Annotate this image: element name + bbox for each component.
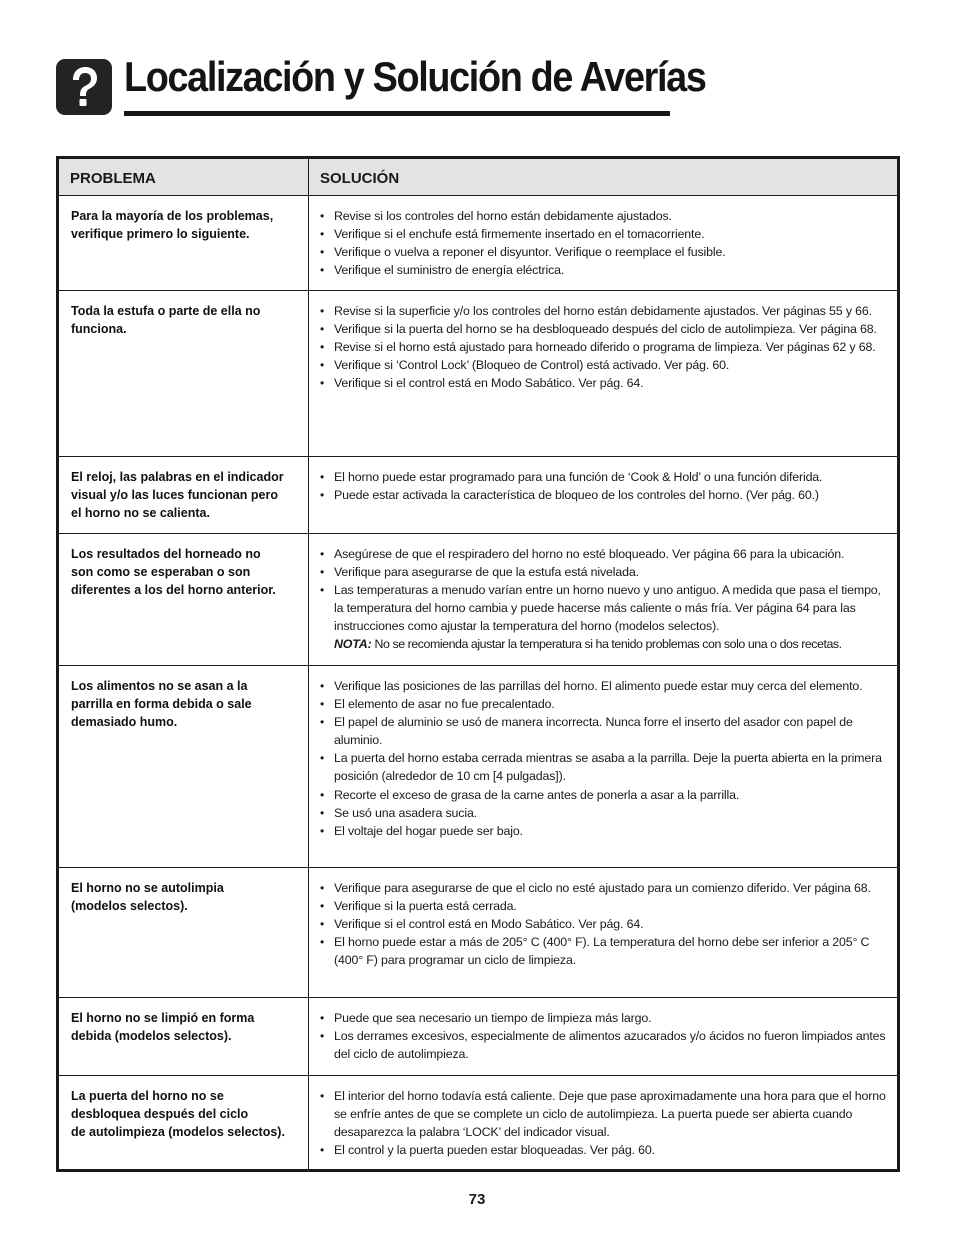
- note-label: NOTA:: [334, 637, 372, 652]
- solution-item: • Verifique las posiciones de las parrillas del horno. El alimento puede estar muy cerca del elemento.: [319, 677, 891, 695]
- solution-list: [319, 302, 891, 392]
- solution-item: • Verifique si ‘Control Lock’ (Bloqueo de Control) está activado. Ver pág. 60.: [319, 356, 891, 374]
- solution-list: [319, 677, 891, 840]
- solution-item: • El horno puede estar a más de 205° C (400° F). La temperatura del horno debe ser inferior a 205° C (400° F) para programar un ciclo de limpieza.: [319, 933, 891, 969]
- solution-item: • Puede que sea necesario un tiempo de limpieza más largo.: [319, 1009, 891, 1027]
- solution-item: • El voltaje del hogar puede ser bajo.: [319, 822, 891, 840]
- problem-text: El horno no se autolimpia (modelos selectos).: [71, 881, 224, 913]
- solution-item: • Recorte el exceso de grasa de la carne antes de ponerla a asar a la parrilla.: [319, 786, 891, 804]
- problem-text: Para la mayoría de los problemas, verifique primero lo siguiente.: [71, 209, 274, 241]
- table-row: [59, 1075, 897, 1169]
- problem-text: El reloj, las palabras en el indicador visual y/o las luces funcionan pero el horno no se calienta.: [71, 470, 284, 520]
- column-header-solution: SOLUCIÓN: [320, 170, 400, 187]
- solution-list: [319, 1009, 891, 1063]
- solution-item: • Revise si la superficie y/o los controles del horno están debidamente ajustados. Ver páginas 55 y 66.: [319, 302, 891, 320]
- page-number: 73: [468, 1191, 486, 1208]
- table-row: [59, 456, 897, 533]
- troubleshooting-table: [56, 156, 900, 1172]
- solution-list: [319, 1087, 891, 1159]
- solution-item: • Asegúrese de que el respiradero del horno no esté bloqueado. Ver página 66 para la ubicación.: [319, 545, 891, 563]
- solution-item: • El interior del horno todavía está caliente. Deje que pase aproximadamente una hora para que el horno se enfríe antes de que se complete un ciclo de autolimpieza. La puerta puede ser abierta cuando desaparezca la palabra ‘LOCK’ del indicador visual.: [319, 1087, 891, 1141]
- solution-item: [319, 581, 891, 653]
- solution-item: • Verifique o vuelva a reponer el disyuntor. Verifique o reemplace el fusible.: [319, 243, 891, 261]
- solution-item: • Verifique si el enchufe está firmemente insertado en el tomacorriente.: [319, 225, 891, 243]
- solution-item: • La puerta del horno estaba cerrada mientras se asaba a la parrilla. Deje la puerta abierta en la primera posición (alrededor de 10 cm [4 pulgadas]).: [319, 749, 891, 785]
- solution-item: • El papel de aluminio se usó de manera incorrecta. Nunca forre el inserto del asador con papel de aluminio.: [319, 713, 891, 749]
- table-row: [59, 665, 897, 867]
- table-row: [59, 196, 897, 290]
- problem-text: Toda la estufa o parte de ella no funciona.: [71, 304, 261, 336]
- solution-list: [319, 468, 891, 504]
- problem-text: Los resultados del horneado no son como se esperaban o son diferentes a los del horno anterior.: [71, 547, 276, 597]
- table-header-row: [59, 159, 897, 196]
- solution-item: • Revise si los controles del horno están debidamente ajustados.: [319, 207, 891, 225]
- solution-item: • Verifique el suministro de energía eléctrica.: [319, 261, 891, 279]
- column-header-problem: PROBLEMA: [59, 159, 309, 195]
- solution-item: • Verifique para asegurarse de que el ciclo no esté ajustado para un comienzo diferido. Ver página 68.: [319, 879, 891, 897]
- problem-text: La puerta del horno no se desbloquea después del ciclo de autolimpieza (modelos selectos).: [71, 1089, 285, 1139]
- solution-item: • Verifique si el control está en Modo Sabático. Ver pág. 64.: [319, 915, 891, 933]
- solution-item: • El elemento de asar no fue precalentado.: [319, 695, 891, 713]
- solution-item: • El control y la puerta pueden estar bloqueadas. Ver pág. 60.: [319, 1141, 891, 1159]
- table-row: [59, 997, 897, 1075]
- table-row: [59, 533, 897, 665]
- solution-item: • El horno puede estar programado para una función de ‘Cook & Hold’ o una función diferida.: [319, 468, 891, 486]
- table-row: [59, 290, 897, 456]
- problem-text: El horno no se limpió en forma debida (modelos selectos).: [71, 1011, 255, 1043]
- solution-item: • Verifique para asegurarse de que la estufa está nivelada.: [319, 563, 891, 581]
- solution-item: • Verifique si la puerta está cerrada.: [319, 897, 891, 915]
- title-underline: [124, 111, 670, 116]
- solution-list: [319, 207, 891, 279]
- table-row: [59, 867, 897, 997]
- page-title: Localización y Solución de Averías: [124, 53, 706, 100]
- solution-list: [319, 545, 891, 654]
- problem-text: Los alimentos no se asan a la parrilla en forma debida o sale demasiado humo.: [71, 679, 252, 729]
- page-header: [56, 53, 706, 119]
- note-text: No se recomienda ajustar la temperatura si ha tenido problemas con solo una o dos recetas.: [371, 637, 842, 652]
- solution-item: • Puede estar activada la característica de bloqueo de los controles del horno. (Ver pág. 60.): [319, 486, 891, 504]
- solution-item-text: Las temperaturas a menudo varían entre un horno nuevo y uno antiguo. A medida que pasa el tiempo, la temperatura del horno cambia y puede hacerse más caliente o más fría. Ver página 64 para las instrucciones como ajustar la temperatura del horno (modelos selectos).: [334, 583, 881, 634]
- question-mark-icon: [56, 59, 112, 115]
- solution-item: • Verifique si el control está en Modo Sabático. Ver pág. 64.: [319, 374, 891, 392]
- solution-item: • Revise si el horno está ajustado para horneado diferido o programa de limpieza. Ver páginas 62 y 68.: [319, 338, 891, 356]
- solution-item: • Los derrames excesivos, especialmente de alimentos azucarados y/o ácidos no fueron limpiados antes del ciclo de autolimpieza.: [319, 1027, 891, 1063]
- solution-list: [319, 879, 891, 969]
- solution-item: • Verifique si la puerta del horno se ha desbloqueado después del ciclo de autolimpieza. Ver página 68.: [319, 320, 891, 338]
- solution-item: • Se usó una asadera sucia.: [319, 804, 891, 822]
